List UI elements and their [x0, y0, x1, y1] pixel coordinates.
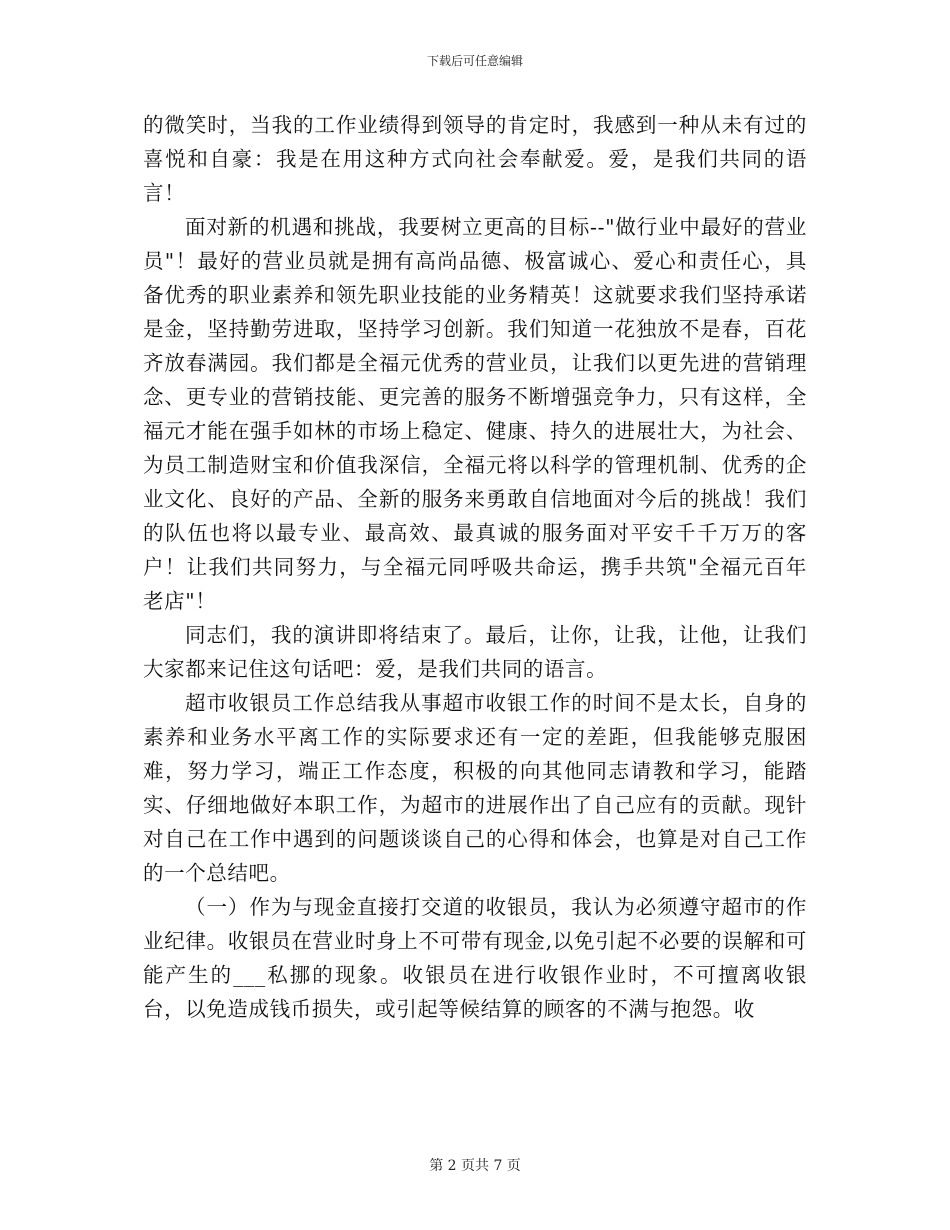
page-header: 下载后可任意编辑 — [426, 54, 523, 68]
paragraph-3: 同志们，我的演讲即将结束了。最后，让你，让我，让他，让我们大家都来记住这句话吧：爱，是我们共同的语言。 — [143, 623, 807, 681]
paragraph-1: 的微笑时，当我的工作业绩得到领导的肯定时，我感到一种从未有过的喜悦和自豪：我是在用这种方式向社会奉献爱。爱，是我们共同的语言！ — [143, 113, 807, 205]
page-footer: 第 2 页共 7 页 — [429, 1158, 521, 1174]
paragraph-4: 超市收银员工作总结我从事超市收银工作的时间不是太长，自身的素养和业务水平离工作的实际要求还有一定的差距，但我能够克服困难，努力学习，端正工作态度，积极的向其他同志请教和学习，能踏实、仔细地做好本职工作，为超市的进展作出了自己应有的贡献。现针对自己在工作中遇到的问题谈谈自己的心得和体会，也算是对自己工作的一个总结吧。 — [143, 691, 807, 885]
paragraph-5: （一）作为与现金直接打交道的收银员，我认为必须遵守超市的作业纪律。收银员在营业时身上不可带有现金,以免引起不必要的误解和可能产生的___私挪的现象。收银员在进行收银作业时，不可擅离收银台，以免造成钱币损失，或引起等候结算的顾客的不满与抱怨。收 — [143, 895, 807, 1021]
paragraph-2: 面对新的机遇和挑战，我要树立更高的目标--"做行业中最好的营业员"！最好的营业员就是拥有高尚品德、极富诚心、爱心和责任心，具备优秀的职业素养和领先职业技能的业务精英！这就要求我们坚持承诺是金，坚持勤劳进取，坚持学习创新。我们知道一花独放不是春，百花齐放春满园。我们都是全福元优秀的营业员，让我们以更先进的营销理念、更专业的营销技能、更完善的服务不断增强竞争力，只有这样，全福元才能在强手如林的市场上稳定、健康、持久的进展壮大，为社会、为员工制造财宝和价值我深信，全福元将以科学的管理机制、优秀的企业文化、良好的产品、全新的服务来勇敢自信地面对今后的挑战！我们的队伍也将以最专业、最高效、最真诚的服务面对平安千千万万的客户！让我们共同努力，与全福元同呼吸共命运，携手共筑"全福元百年老店"！ — [143, 215, 807, 613]
document-body — [143, 108, 807, 1026]
